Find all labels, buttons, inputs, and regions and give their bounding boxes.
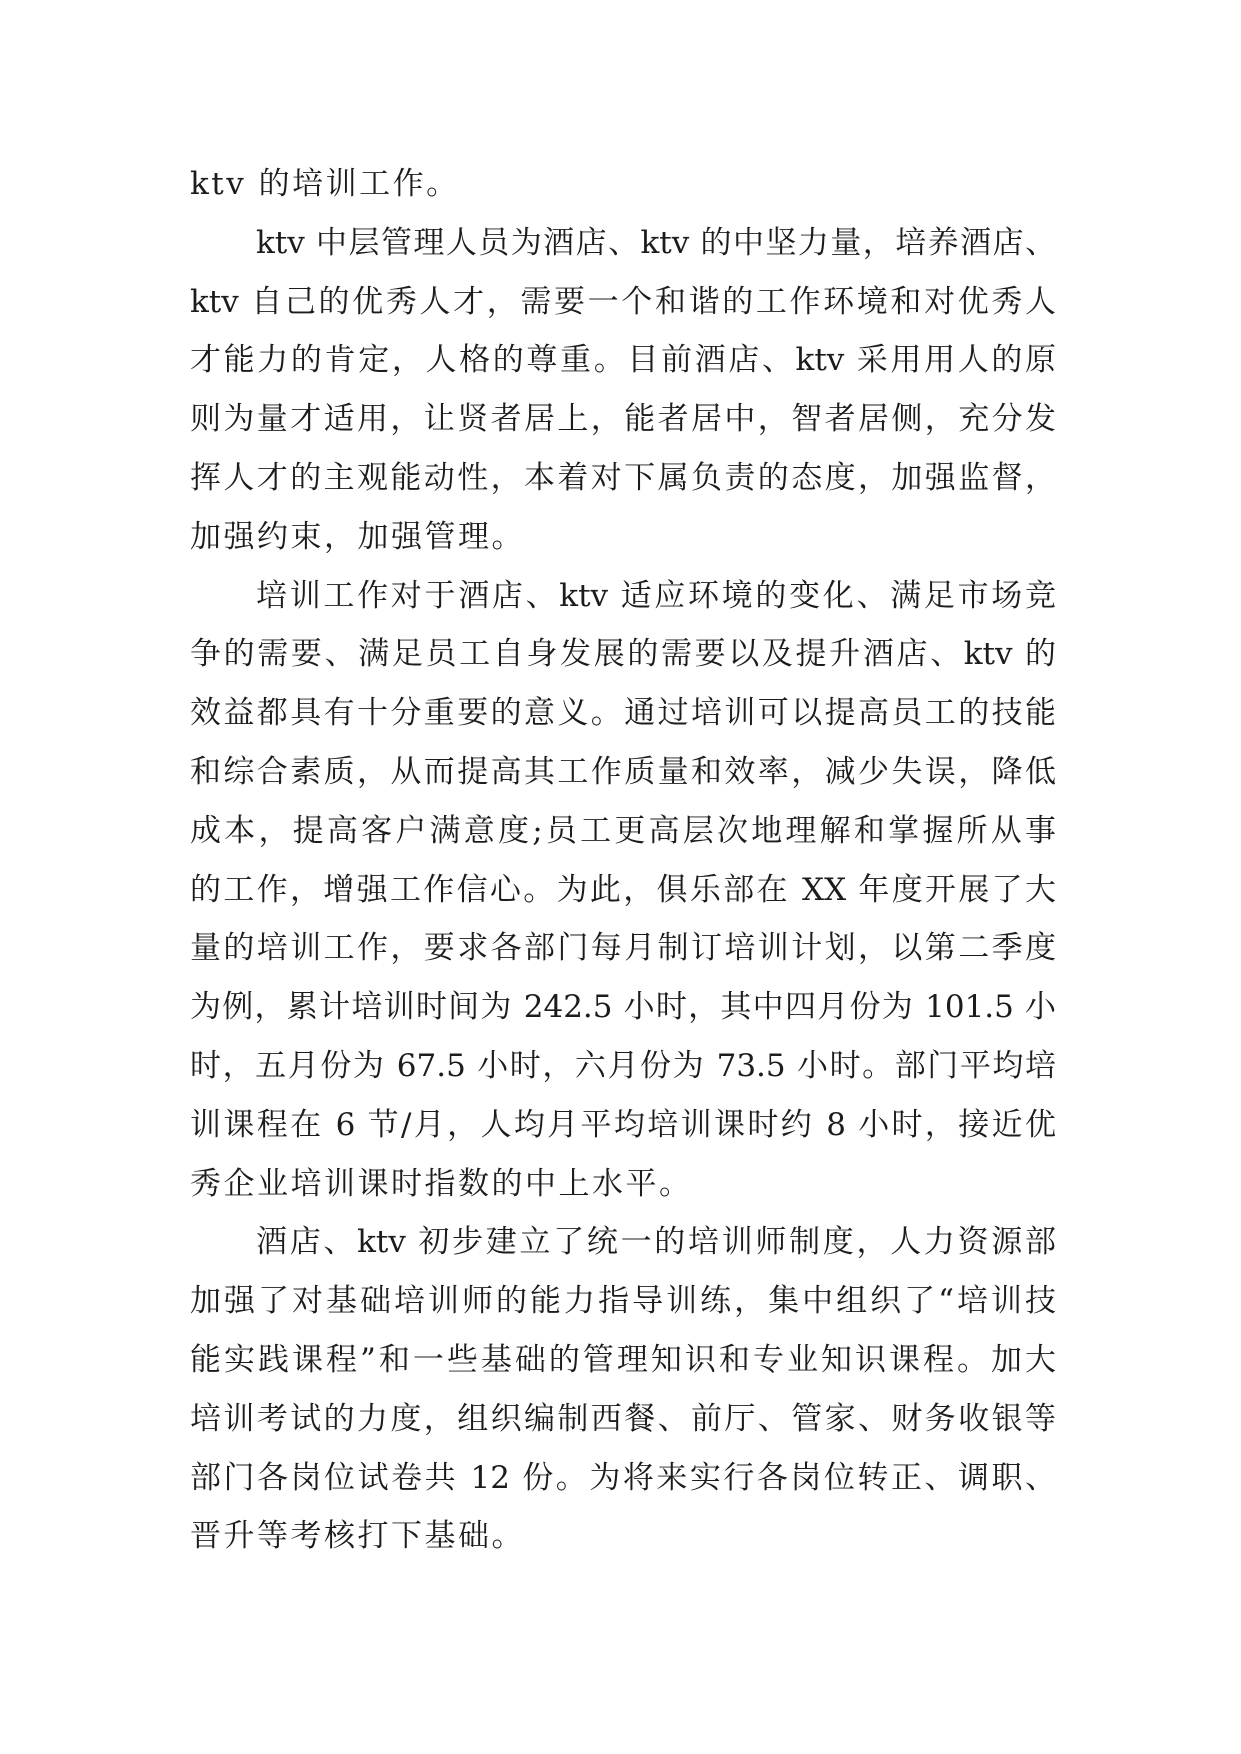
text-line: ktv 的培训工作。 [190, 166, 460, 202]
text-line: 部门各岗位试卷共 12 份。为将来实行各岗位转正、调职、 [190, 1459, 1056, 1496]
text-line: 效益都具有十分重要的意义。通过培训可以提高员工的技能 [190, 695, 1056, 732]
text-line: 培训考试的力度，组织编制西餐、前厅、管家、财务收银等 [190, 1400, 1056, 1437]
text-line: 培训工作对于酒店、ktv 适应环境的变化、满足市场竞 [256, 577, 1056, 614]
text-line: 才能力的肯定，人格的尊重。目前酒店、ktv 采用用人的原 [190, 342, 1056, 379]
text-line: ktv 自己的优秀人才，需要一个和谐的工作环境和对优秀人 [190, 283, 1056, 320]
paragraph-1 [190, 155, 1056, 214]
text-line: 加强了对基础培训师的能力指导训练，集中组织了“培训技 [190, 1283, 1056, 1320]
text-line: 挥人才的主观能动性，本着对下属负责的态度，加强监督， [190, 459, 1056, 496]
paragraph-3 [190, 567, 1056, 1214]
text-line: 训课程在 6 节/月，人均月平均培训课时约 8 小时，接近优 [190, 1106, 1056, 1143]
text-line: 晋升等考核打下基础。 [190, 1518, 525, 1555]
paragraph-2 [190, 214, 1056, 567]
text-line: 量的培训工作，要求各部门每月制订培训计划，以第二季度 [190, 930, 1056, 967]
document-page [190, 155, 1056, 1566]
text-line: 秀企业培训课时指数的中上水平。 [190, 1165, 693, 1202]
text-line: 则为量才适用，让贤者居上，能者居中，智者居侧，充分发 [190, 401, 1056, 438]
text-line: 和综合素质，从而提高其工作质量和效率，减少失误，降低 [190, 753, 1056, 790]
text-line: 争的需要、满足员工自身发展的需要以及提升酒店、ktv 的 [190, 636, 1056, 673]
text-line: 加强约束，加强管理。 [190, 518, 525, 555]
text-line: 能实践课程”和一些基础的管理知识和专业知识课程。加大 [190, 1341, 1056, 1378]
paragraph-4 [190, 1213, 1056, 1566]
text-line: ktv 中层管理人员为酒店、ktv 的中坚力量，培养酒店、 [256, 224, 1056, 261]
text-line: 的工作，增强工作信心。为此，俱乐部在 XX 年度开展了大 [190, 871, 1056, 908]
text-line: 时，五月份为 67.5 小时，六月份为 73.5 小时。部门平均培 [190, 1047, 1056, 1084]
text-line: 成本，提高客户满意度;员工更高层次地理解和掌握所从事 [190, 812, 1056, 849]
text-line: 为例，累计培训时间为 242.5 小时，其中四月份为 101.5 小 [190, 989, 1056, 1026]
text-line: 酒店、ktv 初步建立了统一的培训师制度，人力资源部 [256, 1224, 1056, 1261]
